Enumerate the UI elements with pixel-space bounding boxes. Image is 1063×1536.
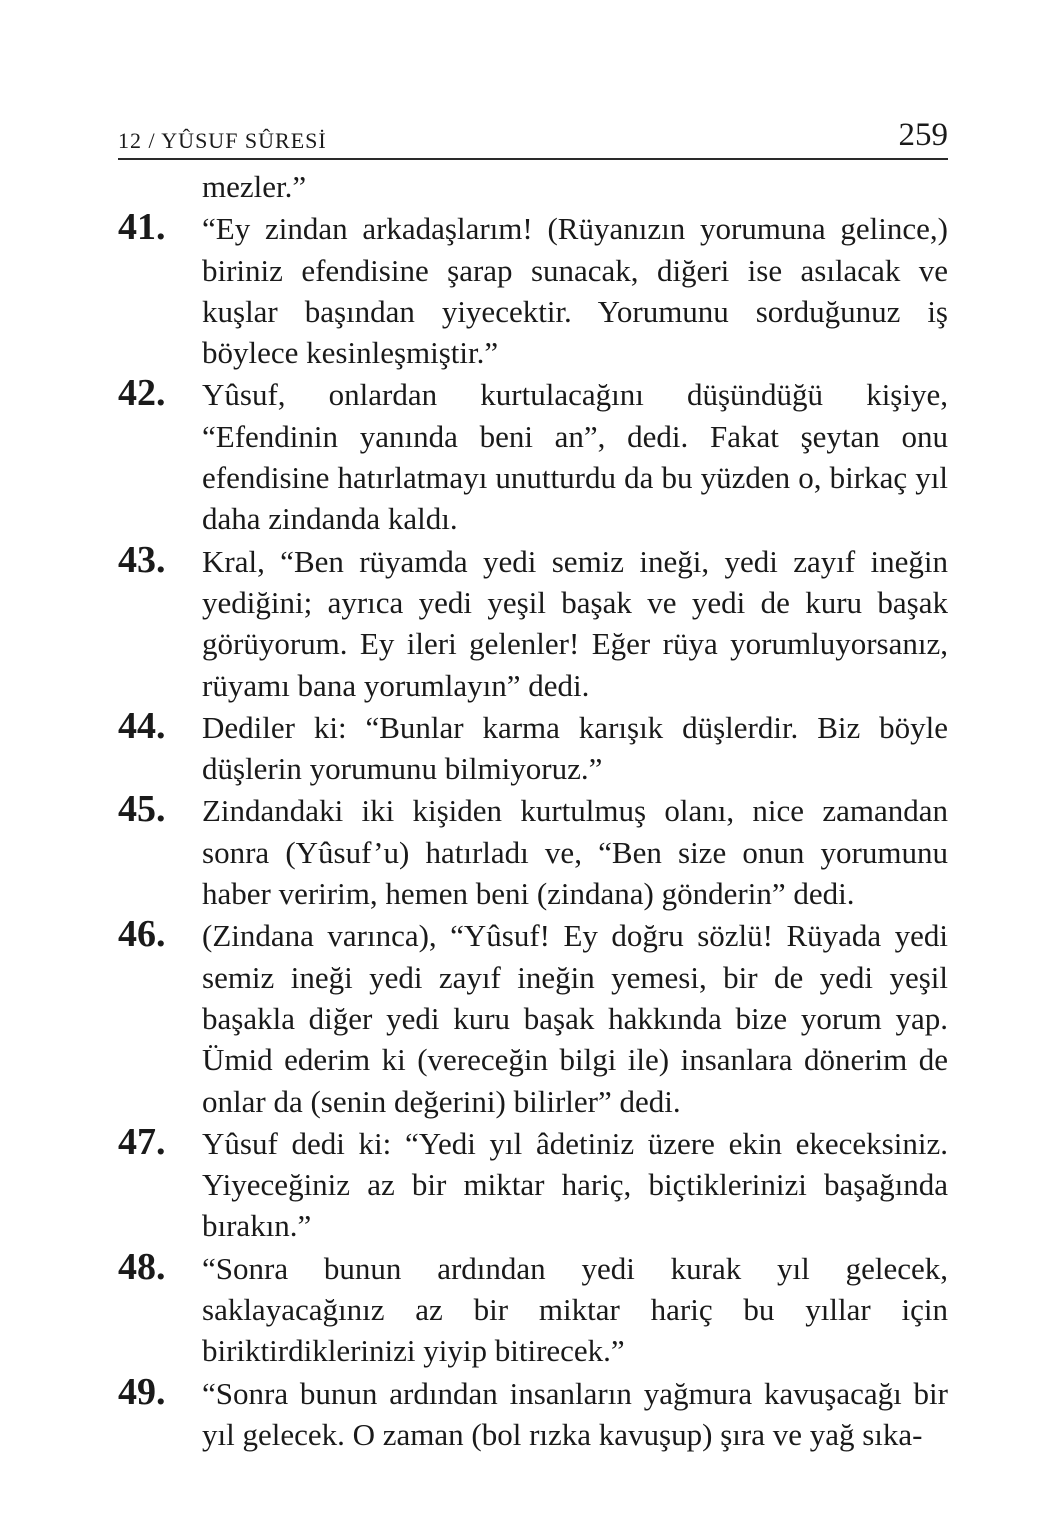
verse-43 [118, 540, 948, 706]
verse-number: 49. [118, 1370, 166, 1413]
verse-number: 47. [118, 1120, 166, 1163]
verse-number: 41. [118, 206, 166, 249]
verse-number: 44. [118, 704, 166, 747]
verse-text: Dediler ki: “Bunlar karma karışık düşlerdir. Biz böyle düşlerin yorumunu bilmiyoruz.” [202, 709, 948, 787]
verse-49 [118, 1372, 948, 1456]
page-number: 259 [898, 117, 948, 153]
verse-text: Yûsuf dedi ki: “Yedi yıl âdetiniz üzere ekin ekeceksiniz. Yiyeceğiniz az bir miktar hariç, biçtiklerinizi başağında bırakın.” [202, 1125, 948, 1244]
verse-text: “Sonra bunun ardından yedi kurak yıl gelecek, saklayacağınız az bir miktar hariç bu yıllar için biriktirdiklerinizi yiyip bitirecek.” [202, 1250, 948, 1369]
verse-text: “Sonra bunun ardından insanların yağmura kavuşacağı bir yıl gelecek. O zaman (bol rızka kavuşup) şıra ve yağ sıka- [202, 1375, 948, 1452]
verse-number: 48. [118, 1245, 166, 1288]
running-title: 12 / YÛSUF SÛRESİ [118, 128, 327, 153]
verse-48 [118, 1247, 948, 1372]
verse-45 [118, 789, 948, 914]
verse-number: 45. [118, 788, 166, 831]
verse-44 [118, 706, 948, 790]
verse-text: (Zindana varınca), “Yûsuf! Ey doğru sözlü! Rüyada yedi semiz ineği yedi zayıf ineğin yemesi, bir de yedi yeşil başakla diğer yedi kuru başak hakkında bize yorum yap. Ümid ederim ki (vereceğin bilgi ile) insanlara dönerim de onlar da (senin değerini) bilirler” dedi. [202, 918, 948, 1119]
continuation-text: mezler.” [202, 169, 307, 204]
verse-42 [118, 373, 948, 539]
verse-list [118, 166, 948, 1455]
verse-47 [118, 1122, 948, 1247]
verse-text: Zindandaki iki kişiden kurtulmuş olanı, nice zamandan sonra (Yûsuf’u) hatırladı ve, “Ben size onun yorumunu haber veririm, hemen beni (zindana) gönderin” dedi. [202, 793, 948, 912]
verse-46 [118, 914, 948, 1121]
page-header [118, 112, 948, 160]
verse-number: 42. [118, 372, 166, 415]
verse-text: Yûsuf, onlardan kurtulacağını düşündüğü kişiye, “Efendinin yanında beni an”, dedi. Fakat şeytan onu efendisine hatırlatmayı unutturdu da bu yüzden o, birkaç yıl daha zindanda kaldı. [202, 377, 948, 537]
verse-text: “Ey zindan arkadaşlarım! (Rüyanızın yorumuna gelince,) biriniz efendisine şarap sunacak, diğeri ise asılacak ve kuşlar başından yiyecektir. Yorumunu sorduğunuz iş böylece kesinleşmiştir.” [202, 211, 948, 371]
verse-number: 43. [118, 538, 166, 581]
verse-text: Kral, “Ben rüyamda yedi semiz ineği, yedi zayıf ineğin yediğini; ayrıca yedi yeşil başak ve yedi de kuru başak görüyorum. Ey ileri gelenler! Eğer rüya yorumluyorsanız, rüyamı bana yorumlayın” dedi. [202, 543, 948, 703]
verse-number: 46. [118, 913, 166, 956]
verse-41 [118, 207, 948, 373]
